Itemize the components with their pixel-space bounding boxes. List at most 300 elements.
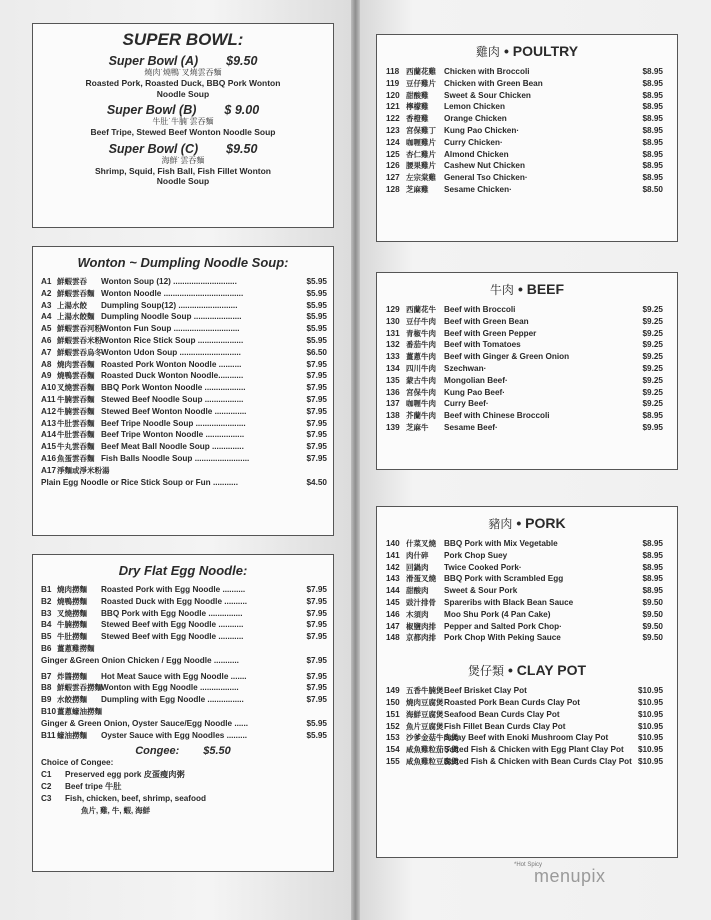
menu-item-127 [386,172,663,184]
item-code: A14 [41,430,57,440]
item-code: A15 [41,442,57,452]
item-code: A3 [41,300,52,310]
item-zh: 咖喱雞片 [406,137,436,147]
item-code: A17 [41,465,57,475]
menu-item-120 [386,90,663,102]
item-zh: 豉汁排骨 [406,597,436,607]
item-zh: 木須肉 [406,609,429,619]
menu-item-a9 [41,370,327,382]
item-code: 123 [386,125,400,135]
item-name: Roasted Pork Bean Curds Clay Pot [444,697,581,707]
item-name: Wonton Soup (12) ............................ [101,277,237,286]
item-zh: 什菜叉燒 [406,539,436,548]
item-name: Sweet & Sour Pork [444,586,518,596]
item-name: Wonton Noodle ................................... [101,288,244,298]
item-code: 154 [386,745,400,755]
item-name: Orange Chicken [444,114,507,124]
item-name: Wonton Fun Soup ............................. [101,324,240,334]
item-price: $7.95 [306,620,327,630]
item-name: BBQ Pork Wonton Noodle .................. [101,383,246,393]
item-code: 137 [386,399,400,409]
item-price: $9.50 [642,621,663,631]
item-code: 143 [386,574,400,584]
item-price: $5.95 [306,288,327,298]
item-price: $5.95 [306,335,327,345]
item-code: C1 [41,770,52,780]
item-zh: 燒鴨撈麵 [57,596,87,606]
item-price: $7.95 [306,406,327,416]
item-zh: 甜酸肉 [406,586,429,596]
menu-item-144 [386,585,663,597]
wonton-title: Wonton ~ Dumpling Noodle Soup: [77,255,289,270]
item-name: Salted Fish & Chicken with Egg Plant Clay Pot [444,745,624,755]
menu-item-b7 [41,671,327,683]
item-name: Preserved egg pork 皮蛋瘦肉粥 [65,770,185,780]
menu-item-138 [386,410,663,422]
item-code: 153 [386,733,400,743]
menu-item-126 [386,160,663,172]
menu-item-a5 [41,323,327,335]
item-price: $8.95 [642,539,663,548]
item-name: Chicken with Green Bean [444,78,543,88]
item-name: Stewed Beef Noodle Soup ................. [101,394,244,404]
item-name: Stewed Beef with Egg Noodle ........... [101,620,244,630]
item-code: 129 [386,305,400,314]
super-bowl-zh: 燒肉˙燒鴨˙叉燒雲吞麵 [144,68,222,77]
item-name [101,643,297,655]
item-zh: 西蘭花雞 [406,67,436,76]
super-bowl-item [33,142,333,187]
item-name: Stewed Beef Wonton Noodle .............. [101,406,247,416]
item-code: A7 [41,347,52,357]
menu-item-a17 [41,465,327,477]
item-price: $7.95 [306,453,327,463]
poultry-section [376,34,678,242]
item-code: B6 [41,643,52,653]
item-zh: 上湯水餃麵 [57,312,95,322]
item-code: 145 [386,597,400,607]
item-code: 142 [386,562,400,572]
item-price: $7.95 [306,632,327,642]
item-price: $5.95 [306,300,327,310]
item-name: Beef with Broccoli [444,305,516,314]
item-name: Cashew Nut Chicken [444,161,525,171]
item-zh: 鮮蝦雲吞麵 [57,288,95,298]
item-zh: 四川牛肉 [406,363,436,373]
menu-item-a15 [41,441,327,453]
super-bowl-zh: 牛肚˙牛腩˙雲吞麵 [152,117,214,126]
super-bowl-title: SUPER BOWL: [122,30,244,49]
item-price [297,465,327,477]
item-name: Hot Meat Sauce with Egg Noodle ....... [101,671,247,681]
menu-item-128 [386,184,663,196]
item-price: $9.50 [642,609,663,619]
item-name: Roasted Duck Wonton Noodle........... [101,371,244,381]
item-price: $8.95 [642,574,663,584]
item-code: B7 [41,671,52,681]
item-code: B3 [41,608,52,618]
beef-section [376,272,678,470]
item-zh: 芥蘭牛肉 [406,411,436,421]
item-price: $8.95 [642,125,663,135]
menu-item-122 [386,113,663,125]
item-name: Sweet & Sour Chicken [444,90,531,100]
item-price: $9.25 [642,363,663,373]
item-code: A12 [41,406,57,416]
item-name: Fish, chicken, beef, shrimp, seafood [65,793,207,803]
item-price: $7.95 [306,371,327,381]
menu-item-a4 [41,311,327,323]
item-price: $9.25 [642,305,663,314]
item-code: 124 [386,137,400,147]
item-zh: 香橙雞 [406,114,429,124]
item-code: 126 [386,161,400,171]
menu-item-121 [386,101,663,113]
super-bowl-price: $ 9.00 [224,103,260,117]
item-name: Twice Cooked Pork· [444,562,522,572]
menu-item-151 [386,709,663,721]
item-name: Roasted Pork Wonton Noodle .......... [101,359,242,369]
book-gutter [351,0,360,920]
item-zh: 豆仔雞片 [406,78,436,88]
item-code: 141 [386,550,400,560]
item-price: $9.25 [642,375,663,385]
item-zh: 宮保牛肉 [406,387,436,397]
item-code: 155 [386,756,400,766]
item-price: $10.95 [637,745,663,755]
item-code: 118 [386,67,400,76]
dry-ginger-row: Ginger &Green Onion Chicken / Egg Noodle ........... $7.95 [41,655,327,665]
menu-item-124 [386,137,663,149]
item-zh: 青椒牛肉 [406,328,436,338]
item-price: $7.95 [306,359,327,369]
item-zh: 五香牛腩煲 [406,686,444,696]
item-name: Beef with Chinese Broccoli [444,411,550,421]
item-code: 133 [386,352,400,362]
item-code: A16 [41,453,57,463]
menu-item-a7 [41,347,327,359]
congee-zh: 魚片, 雞, 牛, 蝦, 海鮮 [81,805,151,815]
item-code: A2 [41,288,52,298]
item-zh: 炸醬撈麵 [57,671,87,681]
item-name: Mongolian Beef· [444,375,508,385]
item-name: Chicken with Broccoli [444,67,530,76]
item-price: $8.50 [642,184,663,194]
item-code: 131 [386,328,400,338]
item-price: $5.95 [306,312,327,322]
item-name: Beef Meat Ball Noodle Soup .............. [101,442,244,452]
item-name: Beef Tripe Wonton Noodle ................. [101,430,245,440]
item-name: Pork Chop Suey [444,550,508,560]
menu-item-154 [386,744,663,756]
item-price: $7.95 [306,430,327,440]
item-code: 152 [386,721,400,731]
menu-item-119 [386,78,663,90]
item-price: $8.95 [642,137,663,147]
item-code: A13 [41,418,57,428]
super-bowl-name: Super Bowl (A) [108,54,199,68]
item-zh: 鮮蝦雲吞 [57,277,87,286]
item-name: Satay Beef with Enoki Mushroom Clay Pot [444,733,609,743]
item-zh: 魚片豆腐煲 [406,721,444,731]
item-price: $9.95 [642,422,663,432]
super-bowl-section [32,23,334,228]
item-zh: 杏仁雞片 [406,149,436,159]
item-zh: 叉燒雲吞麵 [57,383,95,393]
item-zh: 叉燒撈麵 [57,608,87,618]
item-code: A5 [41,324,52,334]
item-name: Pork Chop With Peking Sauce [444,633,561,643]
item-name: Sesame Beef· [444,422,498,432]
item-code: B8 [41,683,52,693]
item-name: Fish Balls Noodle Soup ........................ [101,453,250,463]
menu-item-b6 [41,643,327,655]
menu-item-149 [386,685,663,697]
item-name: Kung Pao Beef· [444,387,505,397]
item-zh: 魚蛋雲吞麵 [57,453,95,463]
congee-item-c1 [41,769,327,781]
item-name: Seafood Bean Curds Clay Pot [444,709,560,719]
item-price: $8.95 [642,90,663,100]
item-code: 130 [386,316,400,326]
item-price: $7.95 [306,394,327,404]
super-bowl-item [33,103,333,138]
item-code: 128 [386,184,400,194]
item-code: 127 [386,173,400,183]
super-bowl-desc: Beef Tripe, Stewed Beef Wonton Noodle Soup [90,127,276,137]
menu-item-a11 [41,394,327,406]
item-price: $8.95 [642,78,663,88]
menu-item-136 [386,387,663,399]
congee-choice: Choice of Congee: [41,758,114,768]
menu-item-a14 [41,429,327,441]
item-zh: 沙爹金菇牛肉煲 [406,733,459,743]
item-name: Moo Shu Pork (4 Pan Cake) [444,609,551,619]
item-price: $10.95 [637,709,663,719]
menu-item-a2 [41,288,327,300]
item-code: 146 [386,609,400,619]
item-price: $9.50 [642,597,663,607]
item-price: $8.95 [642,102,663,112]
item-price: $7.95 [306,671,327,681]
item-zh: 鮮蝦雲吞烏冬 [57,347,102,357]
beef-title: 牛肉 • BEEF [489,281,565,297]
item-code: 151 [386,709,400,719]
super-bowl-item [33,54,333,99]
item-zh: 牛腩雲吞麵 [57,394,95,404]
item-code: 135 [386,375,400,385]
item-code: 121 [386,102,400,112]
item-name: Beef Tripe Noodle Soup ...................... [101,418,246,428]
menu-item-a6 [41,335,327,347]
menu-item-123 [386,125,663,137]
menu-item-153 [386,732,663,744]
menu-item-b1 [41,584,327,596]
menu-item-b5 [41,631,327,643]
item-price: $10.95 [637,733,663,743]
wonton-plain-row: Plain Egg Noodle or Rice Stick Soup or Fun ........... $4.50 [41,477,327,487]
item-price [297,643,327,655]
item-zh: 牛肚撈麵 [57,632,87,642]
item-price: $7.95 [306,608,327,618]
dry-noodle-section [32,554,334,872]
pork-claypot-section [376,506,678,858]
wonton-section [32,246,334,536]
item-zh: 淨麵或淨米粉湯 [57,465,110,475]
item-zh: 西蘭花牛 [406,305,436,314]
item-price: $10.95 [637,686,663,696]
item-price: $8.95 [642,411,663,421]
congee-item-c3 [41,793,327,805]
item-zh: 番茄牛肉 [406,340,436,350]
item-zh: 芝麻牛 [406,422,429,432]
item-price [297,706,327,718]
hot-spicy-note: *Hot Spicy [514,862,543,868]
item-zh: 京都肉排 [406,633,436,643]
item-zh: 咸魚雞粒茄子煲 [406,745,459,755]
item-zh: 蒙古牛肉 [406,375,436,385]
item-code: 132 [386,340,400,350]
item-zh: 薑蔥蠔油撈麵 [57,706,102,716]
item-price: $7.95 [306,683,327,693]
menu-item-141 [386,550,663,562]
item-price: $7.95 [306,596,327,606]
item-code: C2 [41,781,52,791]
item-code: A11 [41,394,56,404]
item-name: Szechwan· [444,363,487,373]
item-price: $10.95 [637,697,663,707]
menu-item-140 [386,538,663,550]
item-name: Lemon Chicken [444,102,505,112]
menu-item-b3 [41,608,327,620]
item-code: 125 [386,149,400,159]
item-price: $8.95 [642,550,663,560]
item-zh: 咖喱牛肉 [406,399,436,409]
item-price: $8.95 [642,114,663,124]
item-code: 144 [386,586,400,596]
item-zh: 牛肚雲吞麵 [57,430,95,440]
super-bowl-name: Super Bowl (B) [106,103,197,117]
item-name: Wonton Rice Stick Soup .................... [101,335,244,345]
item-name: BBQ Pork with Mix Vegetable [444,539,558,548]
menu-item-139 [386,422,663,434]
item-name: Beef with Tomatoes [444,340,521,350]
item-price: $9.25 [642,399,663,409]
menu-item-137 [386,398,663,410]
item-code: 139 [386,422,400,432]
item-name: Pepper and Salted Pork Chop· [444,621,562,631]
item-name: Roasted Duck with Egg Noodle .......... [101,596,248,606]
menu-item-145 [386,597,663,609]
menu-item-147 [386,621,663,633]
menu-item-a8 [41,359,327,371]
item-price: $9.25 [642,316,663,326]
item-zh: 肉什碎 [406,550,429,560]
item-zh: 水餃撈麵 [57,695,87,705]
item-price: $9.25 [642,328,663,338]
super-bowl-desc: Shrimp, Squid, Fish Ball, Fish Fillet Wonton Noodle Soup [95,165,271,186]
item-name [101,465,297,477]
item-zh: 薑蔥牛肉 [406,352,436,362]
item-code: 119 [386,78,400,88]
item-price: $6.50 [306,347,327,357]
item-zh: 咸魚雞粒豆腐煲 [406,756,459,766]
item-code: C3 [41,793,52,803]
item-price: $10.95 [637,756,663,766]
item-name [101,706,297,718]
item-zh: 燒鴨雲吞麵 [57,371,95,381]
item-zh: 椒鹽肉排 [406,621,436,631]
item-price: $5.95 [306,277,327,286]
item-name: BBQ Pork with Scrambled Egg [444,574,564,584]
menu-item-a12 [41,406,327,418]
item-zh: 海鮮豆腐煲 [406,709,444,719]
menupix-logo: menupix [534,866,606,886]
item-code: B10 [41,706,57,716]
item-zh: 甜酸雞 [406,90,429,100]
item-name: Beef Brisket Clay Pot [444,686,527,696]
poultry-title: 雞肉 • POULTRY [475,43,579,59]
super-bowl-name: Super Bowl (C) [108,141,199,156]
congee-header: Congee: $5.50 [135,745,231,758]
item-name: Kung Pao Chicken· [444,125,520,135]
item-code: B1 [41,585,52,594]
menu-item-b11: B11 蠔油撈麵 Oyster Sauce with Egg Noodles ......... $5.95 [41,730,327,740]
item-zh: 檸檬雞 [406,102,429,112]
item-code: A8 [41,359,52,369]
menu-item-146 [386,609,663,621]
item-price: $8.95 [642,173,663,183]
item-price: $5.95 [306,324,327,334]
item-zh: 牛腩雲吞麵 [57,406,95,416]
item-zh: 鮮蝦雲吞撈麵 [57,683,102,693]
item-price: $8.95 [642,67,663,76]
item-price: $7.95 [306,585,327,594]
pork-title: 豬肉 • PORK [488,515,566,531]
item-zh: 鮮蝦雲吞米粉 [57,335,102,345]
menu-item-132 [386,339,663,351]
left-page [0,0,351,920]
item-name: Dumpling Noodle Soup ..................... [101,312,242,322]
menu-item-b8 [41,682,327,694]
item-code: A6 [41,335,52,345]
item-code: B9 [41,695,52,705]
item-name: Dumpling Soup(12) .......................... [101,300,238,310]
item-price: $10.95 [637,721,663,731]
item-price: $8.95 [642,586,663,596]
menu-item-135 [386,375,663,387]
item-code: A1 [41,277,52,286]
menu-item-129 [386,304,663,316]
item-name: Stewed Beef with Egg Noodle ........... [101,632,244,642]
right-page [360,0,711,920]
menu-item-142 [386,562,663,574]
item-zh: 薑蔥雞撈麵 [57,643,95,653]
menu-item-134 [386,363,663,375]
item-zh: 滑蛋叉燒 [406,574,436,584]
item-price: $8.95 [642,149,663,159]
item-name: Wonton with Egg Noodle ................. [101,683,239,693]
dry-noodle-title: Dry Flat Egg Noodle: [118,563,248,578]
item-price: $7.95 [306,695,327,705]
item-zh: 牛腩撈麵 [57,620,87,630]
item-code: B5 [41,632,52,642]
menu-item-148 [386,632,663,644]
item-price: $7.95 [306,418,327,428]
item-price: $8.95 [642,562,663,572]
menu-item-b9 [41,694,327,706]
item-name: Curry Chicken· [444,137,503,147]
